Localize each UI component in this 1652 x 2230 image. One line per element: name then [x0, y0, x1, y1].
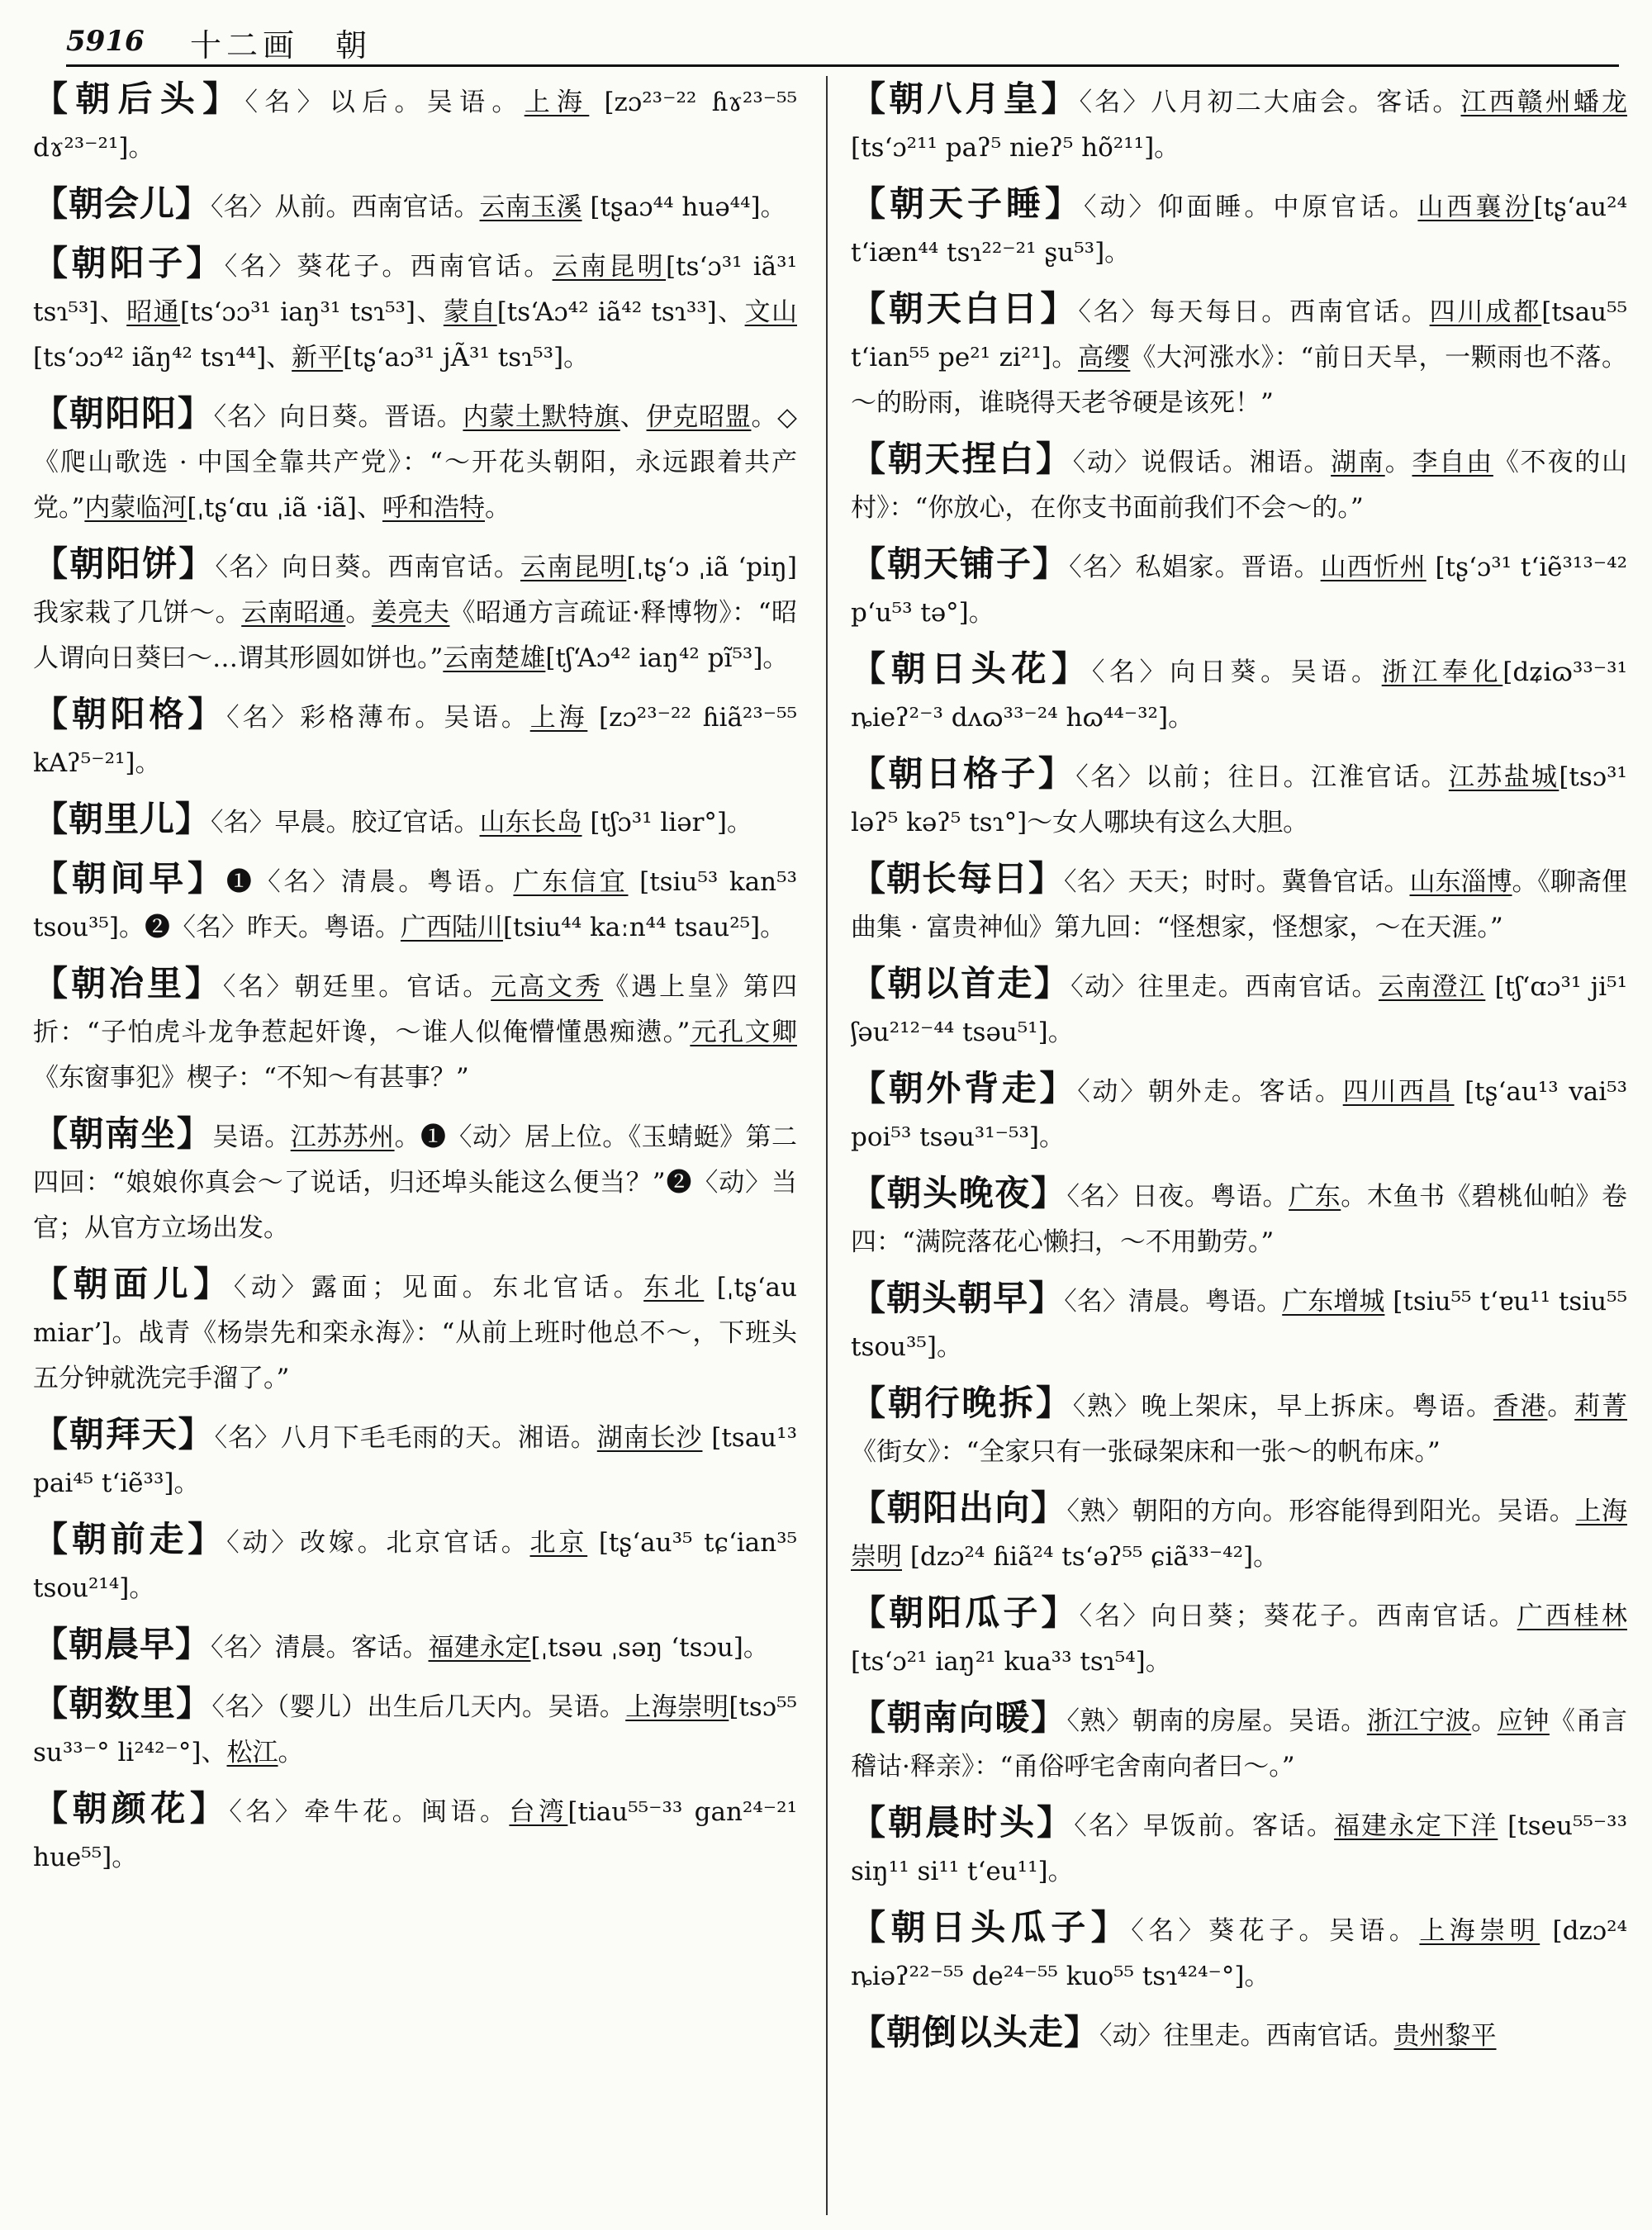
entry-text: 〈动〉说假话。湘语。	[1072, 448, 1332, 477]
dictionary-entry	[851, 961, 1627, 1056]
place-or-source-name: 香港	[1493, 1392, 1548, 1421]
place-or-source-name: 李自由	[1412, 448, 1493, 477]
entry-text: 〈名〉八月初二大庙会。客话。	[1079, 88, 1461, 117]
entry-text: [tsʻAɔ⁴² iã⁴² tsɿ³³]、	[496, 297, 745, 327]
dictionary-entry	[851, 1695, 1627, 1790]
entry-text: 。木鱼书《碧桃仙帕》卷四：“满院落花心懒扫，～不用勤劳。”	[851, 1182, 1627, 1257]
place-or-source-name: 江西赣州蟠龙	[1460, 88, 1627, 117]
entry-headword: 【朝冶里】	[33, 963, 223, 1004]
page-header	[66, 18, 1619, 68]
place-or-source-name: 伊克昭盟	[646, 402, 752, 432]
entry-text: [tʂʻau¹³ vai⁵³ poi⁵³ tsəu³¹⁻⁵³]。	[851, 1077, 1627, 1152]
entry-headword: 【朝以首走】	[851, 963, 1071, 1004]
entry-text: [tsʻɔ²¹ iaŋ²¹ kua³³ tsɿ⁵⁴]。	[851, 1647, 1171, 1677]
left-column	[33, 76, 797, 2215]
entry-text: 〈动〉露面；见面。东北官话。	[233, 1273, 644, 1302]
dictionary-entry	[851, 856, 1627, 951]
entry-text: 〈动〉仰面睡。中原官话。	[1083, 192, 1418, 222]
place-or-source-name: 湖南长沙	[596, 1423, 703, 1453]
entry-text: 〈名〉向日葵。晋语。	[213, 402, 463, 432]
entry-text: [tʂʻaɔ³¹ jÃ³¹ tsɿ⁵³]。	[343, 343, 590, 372]
dictionary-entry	[33, 391, 797, 531]
place-or-source-name: 上海崇明	[1419, 1916, 1540, 1946]
entry-text: [tsau⁵⁵ tʻian⁵⁵ pe²¹ zi²¹]。	[851, 297, 1627, 372]
place-or-source-name: 莉菁	[1574, 1392, 1627, 1421]
entry-text: [tʂʻau²⁴ tʻiæn⁴⁴ tsɿ²²⁻²¹ ʂu⁵³]。	[851, 192, 1627, 268]
entry-text: [zɔ²³⁻²² ɦiã²³⁻⁵⁵ kAʔ⁵⁻²¹]。	[33, 703, 797, 778]
entry-text: [tʂaɔ⁴⁴ huə⁴⁴]。	[582, 192, 786, 222]
place-or-source-name: 广东	[1289, 1182, 1341, 1212]
place-or-source-name: 内蒙土默特旗	[463, 402, 620, 432]
entry-text: 〈名〉八月下毛毛雨的天。湘语。	[214, 1423, 597, 1453]
dictionary-entry	[33, 856, 797, 951]
entry-headword: 【朝倒以头走】	[851, 2012, 1100, 2052]
entry-text: 《东窗事犯》楔子：“不知～有甚事？”	[33, 1063, 469, 1093]
place-or-source-name: 东北	[643, 1273, 705, 1302]
entry-text: [tsʻɔɔ³¹ iaŋ³¹ tsɿ⁵³]、	[180, 297, 444, 327]
dictionary-entry	[851, 1590, 1627, 1685]
entry-headword: 【朝日头瓜子】	[851, 1907, 1132, 1948]
entry-text: 《大河涨水》：“前日天旱，一颗雨也不落。～的盼雨，谁晓得天老爷硬是该死！”	[851, 343, 1627, 418]
entry-text: 〈熟〉朝南的房屋。吴语。	[1066, 1706, 1367, 1736]
place-or-source-name: 上海崇明	[625, 1692, 729, 1722]
entry-headword: 【朝间早】	[33, 858, 226, 899]
entry-text: 吴语。	[212, 1122, 291, 1152]
entry-headword: 【朝行晚拆】	[851, 1383, 1073, 1423]
page-number: 5916	[66, 25, 145, 58]
entry-headword: 【朝阳瓜子】	[851, 1592, 1080, 1633]
dictionary-entry	[851, 1905, 1627, 2000]
place-or-source-name: 蒙自	[443, 297, 497, 327]
place-or-source-name: 贵州黎平	[1393, 2021, 1497, 2051]
entry-text: 〈名〉清晨。粤语。	[1064, 1287, 1283, 1317]
entry-text: 、	[620, 402, 647, 432]
dictionary-entry	[851, 1485, 1627, 1580]
entry-headword: 【朝天捏白】	[851, 439, 1073, 479]
entry-text: [dzɔ²⁴ ɦiã²⁴ tsʻəʔ⁵⁵ ɕiã³³⁻⁴²]。	[902, 1542, 1279, 1572]
place-or-source-name: 元高文秀	[491, 972, 604, 1002]
entry-text: [tsiu⁴⁴ kaːn⁴⁴ tsau²⁵]。	[502, 913, 786, 942]
dictionary-entry	[33, 691, 797, 786]
entry-text: 《街女》：“全家只有一张碌架床和一张～的帆布床。”	[851, 1437, 1441, 1467]
dictionary-entry	[851, 1275, 1627, 1370]
place-or-source-name: 呼和浩特	[382, 493, 485, 523]
entry-text: [tʂʻɔ³¹ tʻiẽ³¹³⁻⁴² pʻu⁵³ tə°]。	[851, 553, 1627, 628]
entry-headword: 【朝数里】	[33, 1683, 212, 1724]
entry-text: 。	[345, 598, 372, 628]
dictionary-entry	[33, 1621, 797, 1671]
entry-headword: 【朝日头花】	[851, 648, 1092, 689]
column-divider	[826, 76, 828, 2215]
entry-text: 。❶〈动〉居上位。《玉蜻蜓》第二四回：“娘娘你真会～了说话，归还埠头能这么便当？”❷〈动〉当官；从官方立场出发。	[33, 1122, 797, 1243]
entry-headword: 【朝晨时头】	[851, 1802, 1075, 1843]
entry-text: [tsiu⁵⁵ tʻɐu¹¹ tsiu⁵⁵ tsou³⁵]。	[851, 1287, 1627, 1362]
entry-text: 〈名〉葵花子。吴语。	[1131, 1916, 1420, 1946]
entry-headword: 【朝南向暖】	[851, 1697, 1067, 1738]
entry-text: [tʂʻau³⁵ tɕʻian³⁵ tsou²¹⁴]。	[33, 1528, 797, 1603]
entry-text: 〈名〉早晨。胶辽官话。	[211, 808, 480, 837]
entry-text: [tiau⁵⁵⁻³³ gan²⁴⁻²¹ hue⁵⁵]。	[33, 1797, 797, 1872]
entry-text: [dʑiɷ³³⁻³¹ ȵieʔ²⁻³ dʌɷ³³⁻²⁴ hɷ⁴⁴⁻³²]。	[851, 657, 1627, 733]
dictionary-entry	[33, 1261, 797, 1402]
entry-text: 〈名〉早饭前。客话。	[1074, 1811, 1335, 1841]
entry-headword: 【朝阳子】	[33, 243, 225, 283]
entry-text: [ˌtʂʻɑu ˌiã ·iã]、	[187, 493, 382, 523]
entry-text: 〈熟〉晚上架床，早上拆床。粤语。	[1072, 1392, 1493, 1421]
entry-text: 〈名〉日夜。粤语。	[1066, 1182, 1289, 1212]
place-or-source-name: 江苏盐城	[1448, 762, 1559, 792]
place-or-source-name: 云南楚雄	[443, 643, 546, 673]
place-or-source-name: 新平	[292, 343, 344, 372]
entry-text: 。	[1384, 448, 1412, 477]
entry-headword: 【朝阳阳】	[33, 393, 214, 434]
place-or-source-name: 云南澄江	[1378, 972, 1486, 1002]
entry-text: [dzɔ²⁴ ȵiəʔ²²⁻⁵⁵ de²⁴⁻⁵⁵ kuo⁵⁵ tsɿ⁴²⁴⁻°]。	[851, 1916, 1627, 1991]
place-or-source-name: 上海	[529, 703, 588, 733]
entry-headword: 【朝里儿】	[33, 799, 211, 839]
entry-text: 〈动〉改嫁。北京官话。	[226, 1528, 530, 1558]
entry-text: 。《聊斋俚曲集 · 富贵神仙》第九回：“怪想家，怪想家，～在天涯。”	[851, 867, 1627, 942]
entry-text: 〈名〉牵牛花。闽语。	[229, 1797, 510, 1827]
entry-headword: 【朝晨早】	[33, 1624, 211, 1664]
entry-text: 〈名〉以前；往日。江淮官话。	[1075, 762, 1449, 792]
entry-text: 《遇上皇》第四折：“子怕虎斗龙争惹起奸谗，～谁人似俺懵懂愚痴懑。”	[33, 972, 797, 1047]
entry-headword: 【朝后头】	[33, 78, 245, 119]
entry-text: [tsɔ³¹ ləʔ⁵ kəʔ⁵ tsɿ°]～女人哪块有这么大胆。	[851, 762, 1627, 837]
entry-text: [tsɔ⁵⁵ su³³⁻° li²⁴²⁻°]、	[33, 1692, 797, 1767]
entry-text: 〈名〉向日葵。西南官话。	[215, 553, 520, 582]
entry-text: 。	[278, 1738, 304, 1767]
entry-text: [ˌtʂʻau miarʼ]。战青《杨崇先和栾永海》：“从前上班时他总不～，下班头五分钟就洗完手溜了。”	[33, 1273, 797, 1393]
entry-text: 。◇《爬山歌选 · 中国全靠共产党》：“～开花头朝阳，永远跟着共产党。”	[33, 402, 797, 523]
entry-headword: 【朝前走】	[33, 1519, 227, 1559]
place-or-source-name: 福建永定	[428, 1633, 531, 1663]
entry-text: 〈名〉从前。西南官话。	[211, 192, 480, 222]
place-or-source-name: 广东增城	[1282, 1287, 1385, 1317]
place-or-source-name: 云南昭通	[241, 598, 346, 628]
entry-text: ❶〈名〉清晨。粤语。	[225, 867, 514, 897]
entry-text: 〈名〉（婴儿）出生后几天内。吴语。	[211, 1692, 626, 1722]
place-or-source-name: 广东信宜	[513, 867, 629, 897]
place-or-source-name: 浙江奉化	[1381, 657, 1503, 687]
place-or-source-name: 福建永定下洋	[1334, 1811, 1498, 1841]
entry-headword: 【朝阳饼】	[33, 543, 216, 584]
entry-text: [ˌtʂʻɔ ˌiã ʻpiŋ] 我家栽了几饼～。	[33, 553, 797, 628]
entry-text: 。	[1471, 1706, 1498, 1736]
entry-headword: 【朝八月皇】	[851, 78, 1080, 119]
entry-text: 《昭通方言疏证·释博物》：“昭人谓向日葵曰～…谓其形圆如饼也。”	[33, 598, 797, 673]
entry-headword: 【朝天白日】	[851, 288, 1079, 329]
place-or-source-name: 山东长岛	[479, 808, 582, 837]
entry-text: [zɔ²³⁻²² ɦɤ²³⁻⁵⁵ dɤ²³⁻²¹]。	[33, 88, 797, 163]
place-or-source-name: 山西襄汾	[1417, 192, 1534, 222]
entry-text: [tsiu⁵³ kan⁵³ tsou³⁵]。❷〈名〉昨天。粤语。	[33, 867, 797, 942]
entry-headword: 【朝头晚夜】	[851, 1173, 1067, 1213]
place-or-source-name: 四川成都	[1429, 297, 1542, 327]
dictionary-entry	[851, 76, 1627, 171]
entry-text: 〈动〉往里走。西南官话。	[1099, 2021, 1394, 2051]
entry-headword: 【朝拜天】	[33, 1414, 215, 1454]
dictionary-entry	[851, 751, 1627, 846]
entry-headword: 【朝天铺子】	[851, 543, 1070, 584]
entry-headword: 【朝面儿】	[33, 1264, 234, 1304]
entry-text: [tʃʻAɔ⁴² iaŋ⁴² pĩ⁵³]。	[545, 643, 789, 673]
entry-text: 〈名〉天天；时时。冀鲁官话。	[1064, 867, 1410, 897]
place-or-source-name: 文山	[744, 297, 797, 327]
entry-text: 。	[484, 493, 510, 523]
dictionary-entry	[33, 1681, 797, 1776]
place-or-source-name: 松江	[226, 1738, 278, 1767]
entry-text: [ˌtsəu ˌsəŋ ʻtsɔu]。	[530, 1633, 769, 1663]
place-or-source-name: 元孔文卿	[690, 1018, 797, 1047]
entry-text: [tsʻɔ²¹¹ paʔ⁵ nieʔ⁵ hõ²¹¹]。	[851, 133, 1180, 163]
entry-headword: 【朝长每日】	[851, 858, 1065, 899]
dictionary-entry	[851, 1800, 1627, 1895]
place-or-source-name: 江苏苏州	[290, 1122, 395, 1152]
dictionary-entry	[33, 1412, 797, 1506]
right-column	[851, 76, 1627, 2215]
place-or-source-name: 云南昆明	[552, 252, 667, 282]
place-or-source-name: 山东淄博	[1409, 867, 1512, 897]
place-or-source-name: 高缨	[1078, 343, 1131, 372]
dictionary-entry	[33, 1111, 797, 1251]
entry-text: 〈名〉私娼家。晋语。	[1069, 553, 1321, 582]
entry-text: 〈名〉向日葵；葵花子。西南官话。	[1079, 1601, 1517, 1631]
entry-text: [tsau¹³ pai⁴⁵ tʻiẽ³³]。	[33, 1423, 797, 1498]
entry-text: 《甬言稽诂·释亲》：“甬俗呼宅舍南向者曰～。”	[851, 1706, 1627, 1782]
entry-text: [tʃɔ³¹ liər°]。	[582, 808, 752, 837]
entry-text: 《不夜的山村》：“你放心，在你支书面前我们不会～的。”	[851, 448, 1627, 523]
entry-headword: 【朝南坐】	[33, 1113, 213, 1154]
entry-text: 〈名〉以后。吴语。	[244, 88, 525, 117]
entry-text: 〈动〉朝外走。客话。	[1077, 1077, 1343, 1107]
section-heading: 十二画 朝	[190, 27, 373, 64]
entry-text: 〈名〉每天每日。西南官话。	[1078, 297, 1430, 327]
place-or-source-name: 广西桂林	[1517, 1601, 1627, 1631]
dictionary-entry	[33, 181, 797, 230]
dictionary-entry	[851, 436, 1627, 531]
dictionary-entry	[33, 541, 797, 681]
place-or-source-name: 山西忻州	[1320, 553, 1427, 582]
place-or-source-name: 四川西昌	[1342, 1077, 1455, 1107]
dictionary-entry	[851, 1065, 1627, 1160]
place-or-source-name: 云南玉溪	[479, 192, 582, 222]
entry-text: [tsʻɔ³¹ iã³¹ tsɿ⁵³]、	[33, 252, 797, 327]
entry-headword: 【朝头朝早】	[851, 1278, 1065, 1318]
place-or-source-name: 内蒙临河	[84, 493, 188, 523]
dictionary-entry	[851, 1380, 1627, 1475]
entry-text: [tsʻɔɔ⁴² iãŋ⁴² tsɿ⁴⁴]、	[33, 343, 292, 372]
entry-text: 。	[1547, 1392, 1575, 1421]
dictionary-entry	[33, 961, 797, 1101]
entry-headword: 【朝天子睡】	[851, 183, 1084, 224]
entry-text: 〈名〉向日葵。吴语。	[1091, 657, 1382, 687]
dictionary-entry	[851, 2009, 1627, 2059]
dictionary-entry	[33, 1786, 797, 1881]
entry-headword: 【朝阳出向】	[851, 1487, 1067, 1528]
entry-text: [tʃʻɑɔ³¹ ji⁵¹ ʃəu²¹²⁻⁴⁴ tsəu⁵¹]。	[851, 972, 1627, 1047]
place-or-source-name: 北京	[529, 1528, 588, 1558]
place-or-source-name: 湖南	[1331, 448, 1385, 477]
dictionary-entry	[851, 1170, 1627, 1265]
entry-text: 〈名〉彩格薄布。吴语。	[226, 703, 530, 733]
entry-text: [tseu⁵⁵⁻³³ siŋ¹¹ si¹¹ tʻeu¹¹]。	[851, 1811, 1627, 1886]
entry-headword: 【朝阳格】	[33, 694, 227, 734]
dictionary-entry	[851, 181, 1627, 276]
dictionary-entry	[33, 1516, 797, 1611]
header-rule	[66, 64, 1619, 67]
entry-headword: 【朝外背走】	[851, 1068, 1078, 1108]
place-or-source-name: 广西陆川	[400, 913, 503, 942]
entry-text: 〈名〉葵花子。西南官话。	[224, 252, 553, 282]
entry-headword: 【朝颜花】	[33, 1788, 230, 1829]
place-or-source-name: 应钟	[1497, 1706, 1550, 1736]
entry-text: 〈熟〉朝阳的方向。形容能得到阳光。吴语。	[1066, 1497, 1576, 1526]
dictionary-entry	[851, 646, 1627, 741]
place-or-source-name: 上海	[524, 88, 590, 117]
dictionary-entry	[33, 796, 797, 846]
place-or-source-name: 浙江宁波	[1366, 1706, 1472, 1736]
entry-text: 〈名〉朝廷里。官话。	[222, 972, 491, 1002]
dictionary-entry	[33, 76, 797, 171]
dictionary-entry	[851, 541, 1627, 636]
place-or-source-name: 云南昆明	[520, 553, 627, 582]
dictionary-entry	[33, 240, 797, 381]
place-or-source-name: 台湾	[509, 1797, 568, 1827]
place-or-source-name: 上海崇明	[851, 1497, 1627, 1572]
place-or-source-name: 昭通	[126, 297, 181, 327]
entry-text: 〈名〉清晨。客话。	[211, 1633, 429, 1663]
entry-headword: 【朝会儿】	[33, 183, 211, 224]
entry-headword: 【朝日格子】	[851, 753, 1076, 794]
dictionary-entry	[851, 286, 1627, 426]
place-or-source-name: 姜亮夫	[371, 598, 450, 628]
entry-text: 〈动〉往里走。西南官话。	[1070, 972, 1379, 1002]
